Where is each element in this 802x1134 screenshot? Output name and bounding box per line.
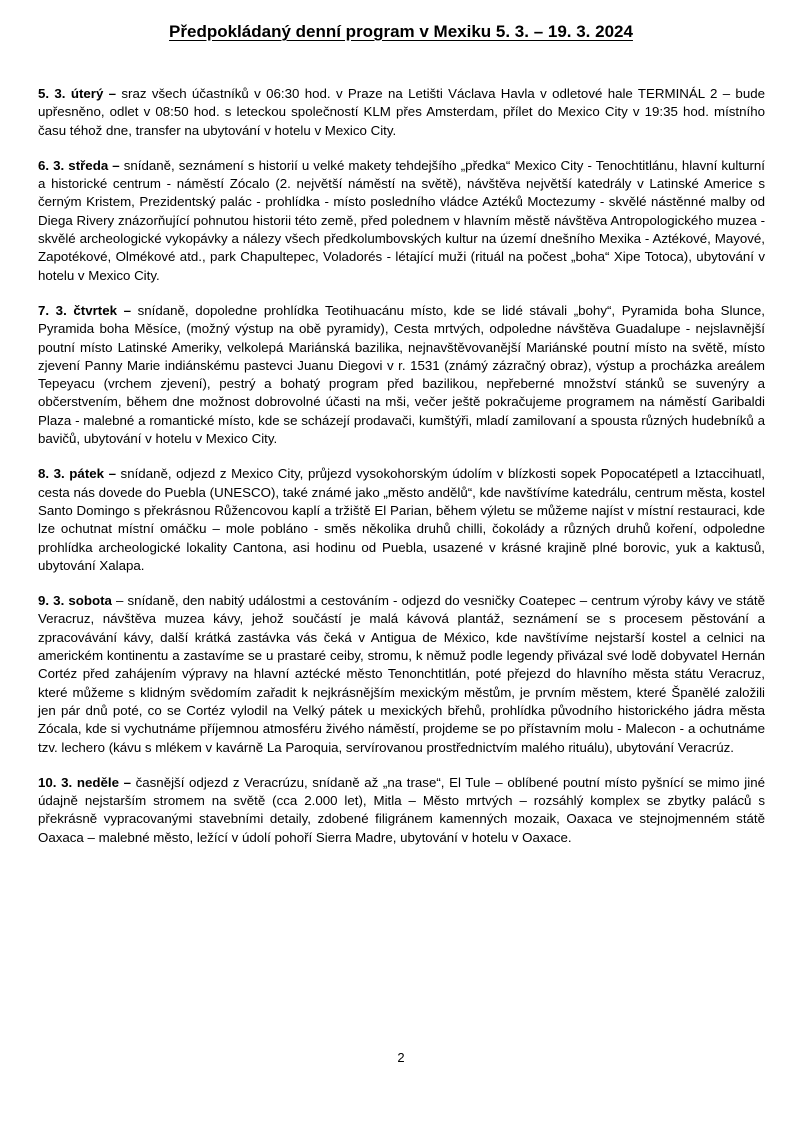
day-text: snídaně, seznámení s historií u velké makety tehdejšího „předka“ Mexico City - Tenochtitlánu, hlavní kulturní a historické centrum - náměstí Zócalo (2. největší náměstí na světě), návštěva největší katedrály v Latinské Americe s černým Kristem, Prezidentský palác - prohlídka - místo posledního vládce Aztéků Moctezumy - skvělé nástěnné malby od Diega Rivery znázorňující pohnutou historii této země, před polednem v hlavním městě návštěva Antropologického muzea - skvělé archeologické vykopávky a nálezy všech předkolumbovských kultur na území dnešního Mexika - Aztékové, Mayové, Zapotékové, Olmékové atd., park Chapultepec, Voladorés - létající muži (rituál na počest „boha“ Xipe Totoca), ubytování v hotelu v Mexico City. (38, 157, 765, 283)
document-title: Předpokládaný denní program v Mexiku 5. 3. – 19. 3. 2024 (169, 22, 633, 41)
itinerary-day (38, 465, 765, 575)
day-heading: 9. 3. sobota (38, 593, 112, 609)
day-heading: 6. 3. středa – (38, 157, 120, 173)
day-text: – snídaně, den nabitý událostmi a cestováním - odjezd do vesničky Coatepec – centrum výroby kávy ve státě Veracruz, návštěva muzea kávy, jehož součástí je malá kávová plantáž, seznámení se s procesem pěstování a zpracovávání kávy, další krátká zastávka vás čeká v Antigua de México, kde navštívíme nejstarší kostel a celnici na americkém kontinentu a zastavíme se u prastaré ceiby, stromu, k němuž podle legendy přivázal své lodě dobyvatel Hernán Cortéz před zahájením výpravy na hlavní aztécké město Tenonchtitlán, poté přejezd do hlavního města státu Veracruz, které můžeme s klidným svědomím zařadit k nejkrásnějším mexickým městům, je prvním městem, které Španělé založili jen pár dnů poté, co se Cortéz vylodil na Velký pátek u mexických břehů, prohlídka původního historického jádra města Zócala, kde si vychutnáme příjemnou atmosféru živého náměstí, projdeme se po přístavním molu - Malecon - a ochutnáme tzv. lechero (kávu s mlékem v kavárně La Paroquia, servírovanou prostřednictvím malého rituálu), ubytování Veracrúz. (38, 593, 766, 755)
day-text: sraz všech účastníků v 06:30 hod. v Praze na Letišti Václava Havla v odletové hale TERMINÁL 2 – bude upřesněno, odlet v 08:50 hod. s leteckou společností KLM přes Amsterdam, přílet do Mexico City v 19:35 hod. místního času téhož dne, transfer na ubytování v hotelu v Mexico City. (38, 86, 766, 138)
day-text: snídaně, odjezd z Mexico City, průjezd vysokohorským údolím v blízkosti sopek Popocatépetl a Iztaccihuatl, cesta nás dovede do Puebla (UNESCO), také známé jako „město andělů“, kde navštívíme katedrálu, centrum města, kostel Santo Domingo s překrásnou Růžencovou kaplí a tržiště El Parian, během výletu se můžeme najíst v místní restauraci, kde lze ochutnat místní omáčku – mole pobláno - směs několika druhů chilli, čokolády a různých druhů koření, odpoledne prohlídka archeologické lokality Cantona, asi hodinu od Puebla, usazené v krásné krajině plné borovic, yuk a kaktusů, ubytování Xalapa. (38, 466, 765, 573)
itinerary-day (38, 302, 765, 448)
itinerary-day (38, 592, 765, 757)
day-text: časnější odjezd z Veracrúzu, snídaně až „na trase“, El Tule – oblíbené poutní místo pyšnící se mimo jiné údajně nejstarším stromem na světě (cca 2.000 let), Mitla – Město mrtvých – rozsáhlý komplex se zbytky paláců s překrásně vypracovanými stavebními detaily, zdobené filigránem kamenných mozaik, Oaxaca ve stejnojmenném státě Oaxaca – malebné město, ležící v údolí pohoří Sierra Madre, ubytování v hotelu v Oaxace. (38, 774, 765, 845)
day-heading: 10. 3. neděle – (38, 774, 131, 790)
page-number: 2 (397, 1050, 405, 1065)
day-heading: 8. 3. pátek – (38, 466, 116, 482)
day-heading: 5. 3. úterý – (38, 86, 117, 101)
itinerary (38, 85, 765, 864)
day-text: snídaně, dopoledne prohlídka Teotihuacánu místo, kde se lidé stávali „bohy“, Pyramida boha Slunce, Pyramida boha Měsíce, (možný výstup na obě pyramidy), Cesta mrtvých, odpoledne návštěva Guadalupe - nejslavnější poutní místo Latinské Ameriky, velkolepá Mariánská bazilika, nejnavštěvovanější Mariánské poutní místo na světě, místo zjevení Panny Marie indiánskému pastevci Juanu Diegovi v r. 1531 (známý zázračný obraz), výstup a procházka areálem Tepeyacu (vrchem zjevení), pestrý a bohatý program před bazilikou, nepřeberné množství stánků se suvenýry a občerstvením, během dne možnost dobrovolné účasti na mši, večer ještě pokračujeme programem na náměstí Garibaldi Plaza - malebné a romantické místo, kde se scházejí prodavači, kumštýři, mladí zamilovaní a spousta různých hudebníků a bavičů, ubytování v hotelu v Mexico City. (38, 302, 765, 447)
itinerary-day (38, 85, 765, 140)
itinerary-day (38, 774, 765, 847)
day-heading: 7. 3. čtvrtek – (38, 302, 131, 318)
itinerary-day (38, 157, 765, 285)
